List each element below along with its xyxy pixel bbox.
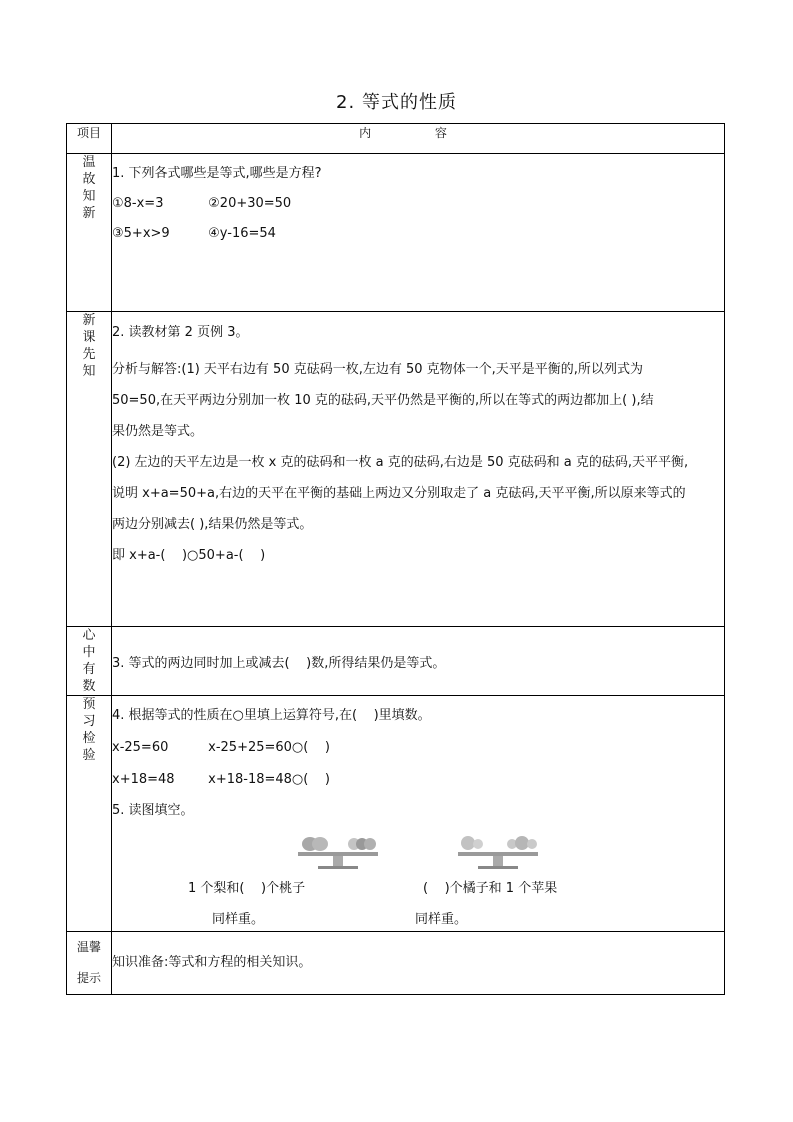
analysis-line-4: (2) 左边的天平左边是一枚 x 克的砝码和一枚 a 克的砝码,右边是 50 克砝码和 a 克的砝码,天平平衡, [112, 455, 689, 470]
new-label: 新课先知 [82, 313, 96, 379]
question-3: 3. 等式的两边同时加上或减去( )数,所得结果仍是等式。 [112, 656, 446, 671]
expr-3: ③5+x>9 [112, 226, 170, 241]
expr-4: ④y-16=54 [208, 226, 276, 241]
section-tip [67, 932, 725, 995]
question-2: 2. 读教材第 2 页例 3。 [112, 325, 249, 340]
check-label-cell [67, 696, 112, 932]
analysis-line-3: 果仍然是等式。 [112, 424, 204, 439]
analysis-line-1: 分析与解答:(1) 天平右边有 50 克砝码一枚,左边有 50 克物体一个,天平是平衡的,所以列式为 [112, 362, 643, 377]
mind-content [112, 627, 725, 696]
check-row-2 [112, 769, 724, 791]
analysis-line-7: 即 x+a-( )○50+a-( ) [112, 548, 266, 563]
review-label-cell [67, 154, 112, 312]
review-row-2 [112, 223, 724, 245]
tip-content [112, 932, 725, 995]
fill-row-2 [112, 909, 724, 931]
page-title: 2. 等式的性质 [336, 92, 457, 113]
eq-1-fill: x-25+25=60○( ) [208, 740, 330, 755]
expr-2: ②20+30=50 [208, 196, 292, 211]
header-item: 项目 [67, 124, 112, 154]
analysis-line-2: 50=50,在天平两边分别加一枚 10 克的砝码,天平仍然是平衡的,所以在等式的两边都加上( ),结 [112, 393, 654, 408]
analysis-line-5: 说明 x+a=50+a,右边的天平在平衡的基础上两边又分别取走了 a 克砝码,天平平衡,所以原来等式的 [112, 486, 686, 501]
question-4: 4. 根据等式的性质在○里填上运算符号,在( )里填数。 [112, 708, 431, 723]
section-mind [67, 627, 725, 696]
expr-1: ①8-x=3 [112, 196, 164, 211]
fill-left-2: 同样重。 [212, 912, 265, 927]
check-label: 预习检验 [82, 697, 96, 763]
mind-label: 心中有数 [82, 628, 96, 694]
header-content-text: 内 容 [359, 126, 477, 140]
worksheet-table [66, 123, 725, 995]
scale-orange-apple-image [448, 828, 548, 870]
section-review [67, 154, 725, 312]
fill-right-2: 同样重。 [415, 912, 468, 927]
check-content [112, 696, 725, 932]
table-header-row [67, 124, 725, 154]
check-row-1 [112, 737, 724, 759]
scales-illustration [112, 828, 724, 870]
section-check [67, 696, 725, 932]
fill-row-1 [112, 878, 724, 900]
question-5: 5. 读图填空。 [112, 803, 194, 818]
eq-2-fill: x+18-18=48○( ) [208, 772, 330, 787]
new-content [112, 312, 725, 627]
mind-label-cell [67, 627, 112, 696]
header-content [112, 124, 725, 154]
tip-label: 温馨提示 [76, 940, 101, 985]
review-label: 温故知新 [82, 155, 96, 221]
eq-1: x-25=60 [112, 740, 169, 755]
section-new [67, 312, 725, 627]
review-content [112, 154, 725, 312]
new-label-cell [67, 312, 112, 627]
review-row-1 [112, 193, 724, 215]
tip-label-cell [67, 932, 112, 995]
tip-text: 知识准备:等式和方程的相关知识。 [112, 955, 312, 970]
question-1: 1. 下列各式哪些是等式,哪些是方程? [112, 166, 322, 181]
scale-pear-peach-image [288, 828, 388, 870]
fill-left-1: 1 个梨和( )个桃子 [188, 881, 306, 896]
analysis-line-6: 两边分别减去( ),结果仍然是等式。 [112, 517, 313, 532]
eq-2: x+18=48 [112, 772, 175, 787]
fill-right-1: ( )个橘子和 1 个苹果 [423, 881, 558, 896]
